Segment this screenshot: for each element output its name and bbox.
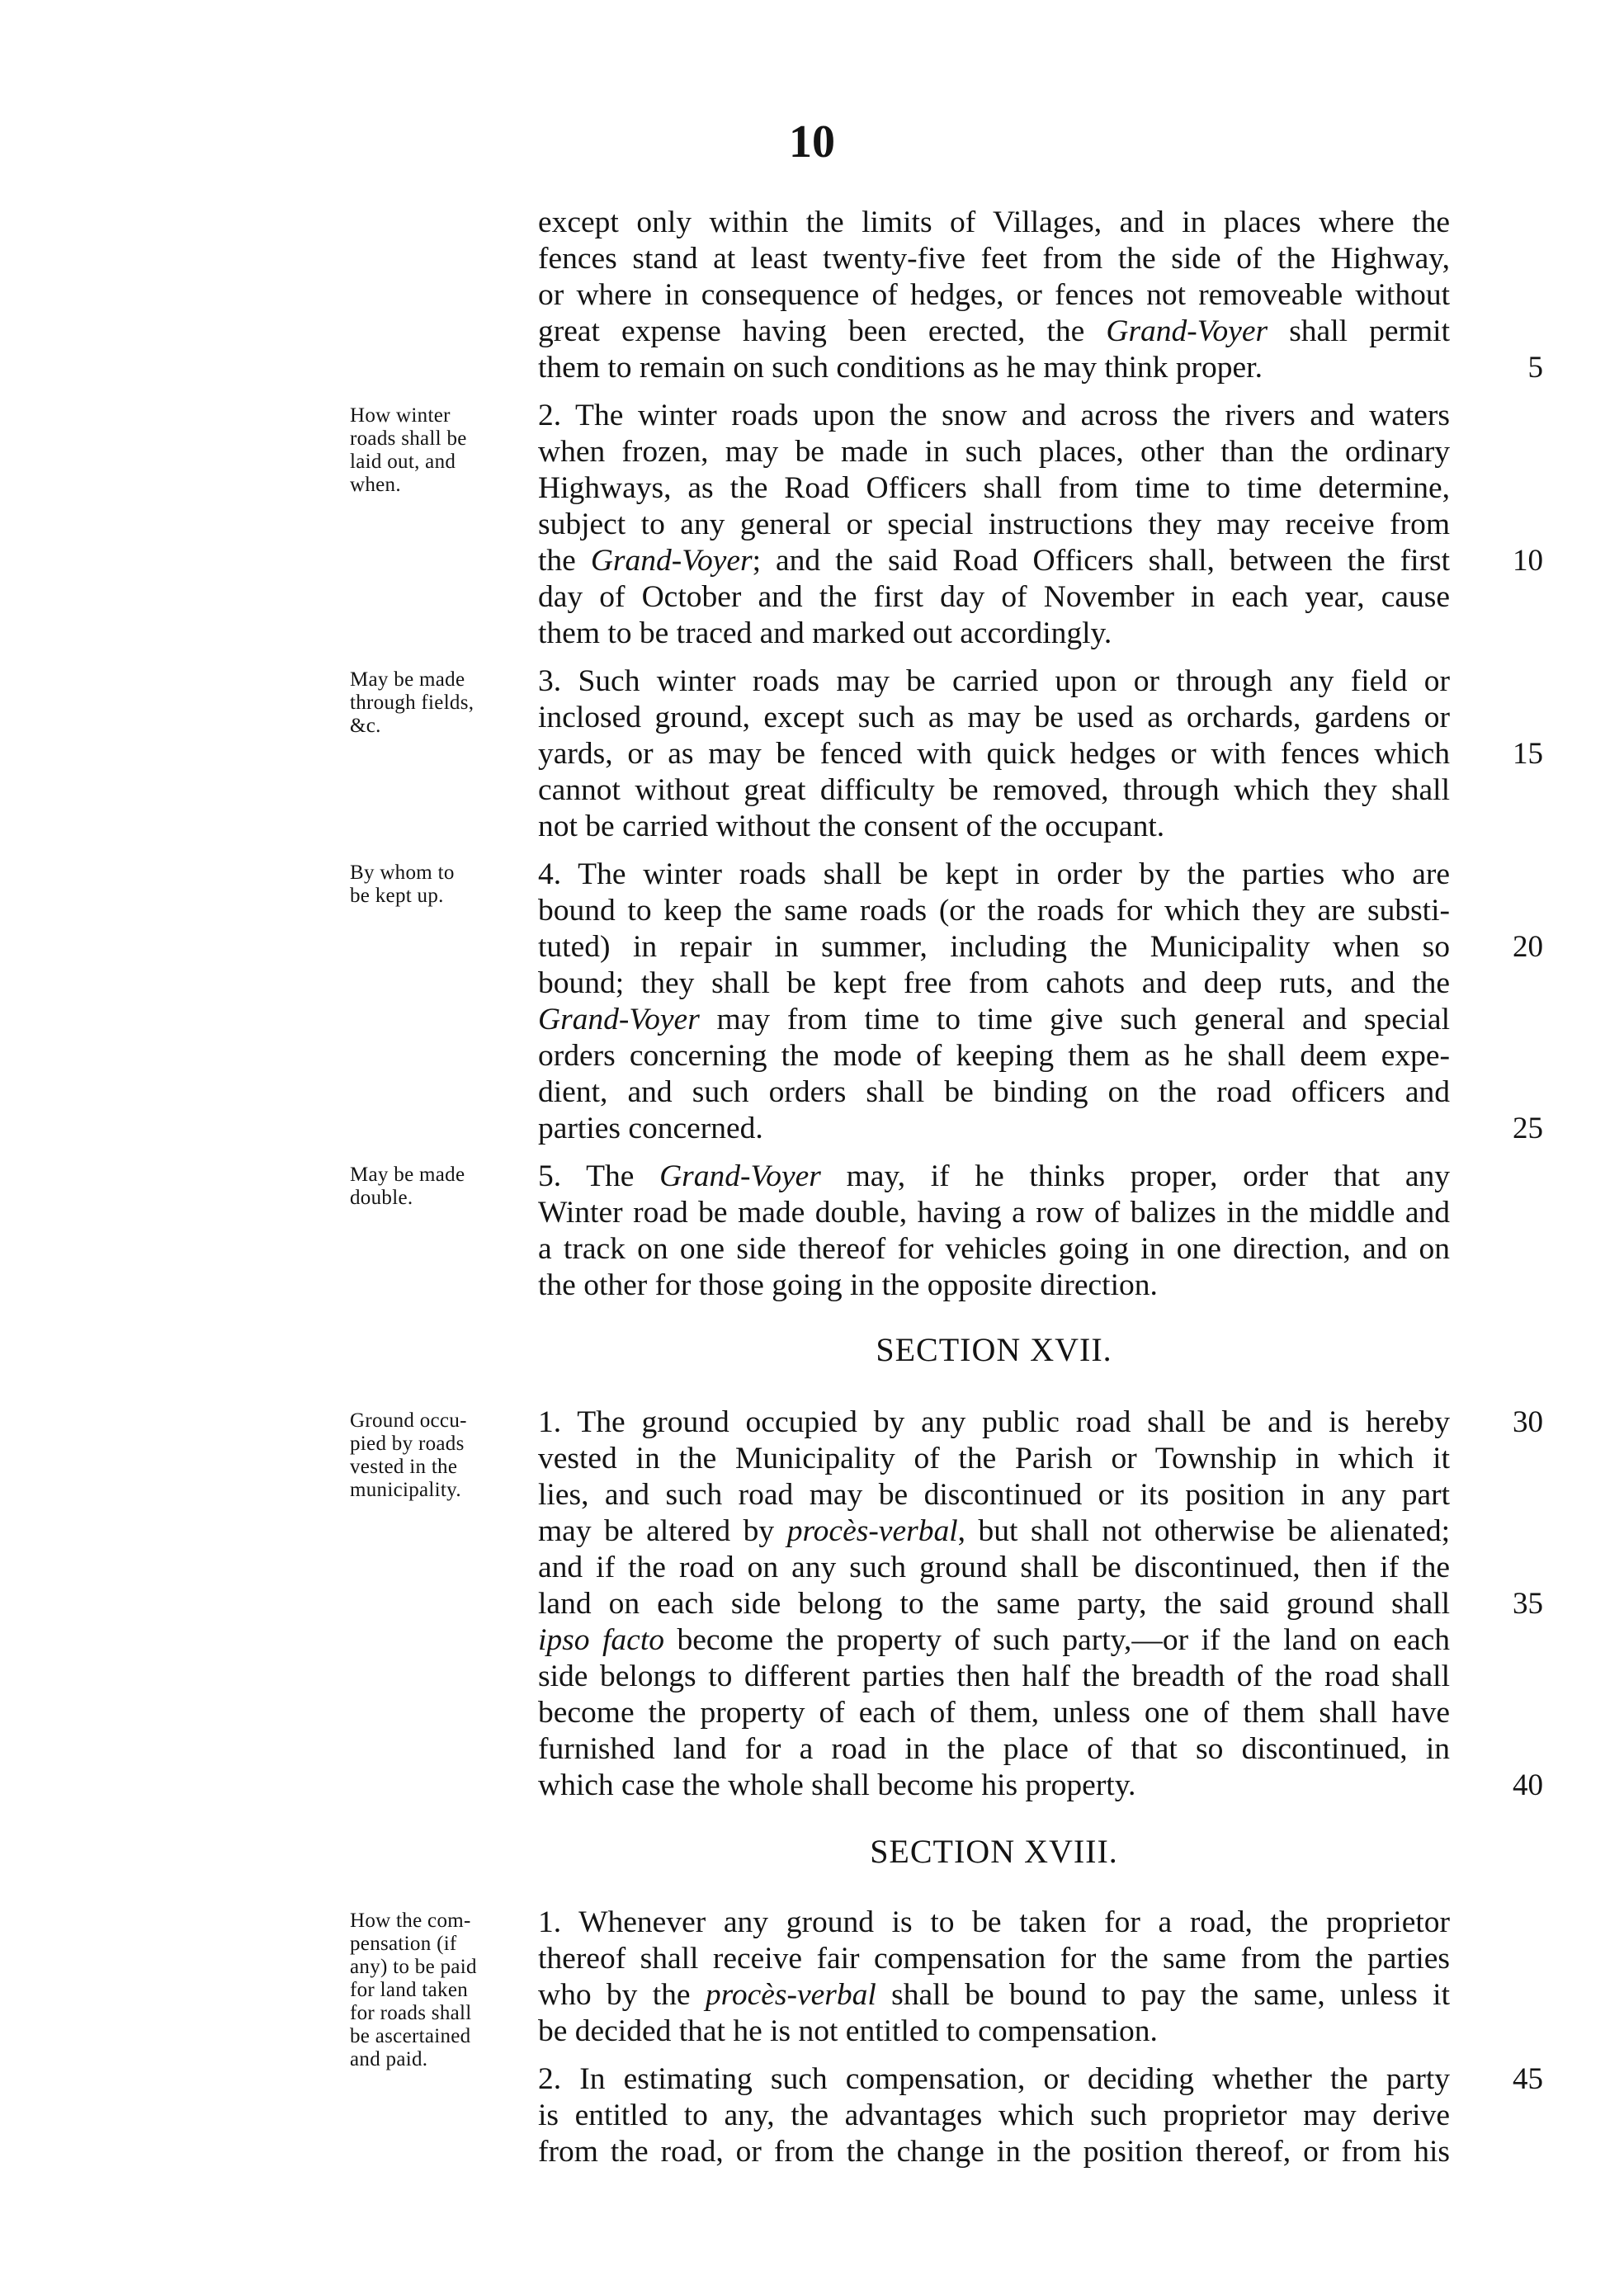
margin-note-line: and paid. bbox=[350, 2048, 428, 2070]
body-line: 2. In estimating such compensation, or deciding whether the party bbox=[538, 2062, 1450, 2096]
body-line: lies, and such road may be discontinued or its position in any part bbox=[538, 1478, 1450, 1512]
body-line: inclosed ground, except such as may be used as orchards, gardens or bbox=[538, 701, 1450, 734]
line-number: 40 bbox=[1513, 1768, 1543, 1802]
margin-note-line: through fields, bbox=[350, 692, 474, 714]
margin-note-line: How winter bbox=[350, 404, 451, 427]
body-line: may be altered by procès-verbal, but shall not otherwise be alienated; bbox=[538, 1514, 1450, 1548]
body-line: except only within the limits of Villages, and in places where the bbox=[538, 205, 1450, 239]
line-number: 15 bbox=[1513, 737, 1543, 771]
body-line: parties concerned. bbox=[538, 1112, 763, 1145]
body-line: 1. The ground occupied by any public road shall be and is hereby bbox=[538, 1405, 1450, 1439]
body-line: 2. The winter roads upon the snow and across the rivers and waters bbox=[538, 399, 1450, 432]
body-line: the other for those going in the opposite direction. bbox=[538, 1268, 1158, 1302]
line-number: 10 bbox=[1513, 544, 1543, 578]
line-number: 5 bbox=[1527, 351, 1543, 385]
margin-note-line: any) to be paid bbox=[350, 1956, 477, 1978]
body-line: or where in consequence of hedges, or fences not removeable without bbox=[538, 278, 1450, 312]
margin-note-line: &c. bbox=[350, 715, 381, 737]
margin-note-line: By whom to bbox=[350, 862, 455, 884]
body-line: them to remain on such conditions as he may think proper. bbox=[538, 351, 1263, 385]
body-line: which case the whole shall become his property. bbox=[538, 1768, 1136, 1802]
section-heading: SECTION XVIII. bbox=[870, 1833, 1118, 1870]
margin-note-line: for land taken bbox=[350, 1979, 469, 2001]
body-line: 4. The winter roads shall be kept in order by the parties who are bbox=[538, 857, 1450, 891]
body-line: become the property of each of them, unless one of them shall have bbox=[538, 1696, 1450, 1730]
body-line: from the road, or from the change in the position thereof, or from his bbox=[538, 2135, 1450, 2169]
body-line: Highways, as the Road Officers shall from time to time determine, bbox=[538, 471, 1450, 505]
body-line: bound to keep the same roads (or the roads for which they are substi- bbox=[538, 894, 1450, 928]
body-line: side belongs to different parties then half the breadth of the road shall bbox=[538, 1659, 1450, 1693]
body-line: Grand-Voyer may from time to time give such general and special bbox=[538, 1003, 1450, 1036]
body-line: who by the procès-verbal shall be bound to pay the same, unless it bbox=[538, 1978, 1450, 2012]
line-number: 30 bbox=[1513, 1405, 1543, 1439]
margin-note-line: be ascertained bbox=[350, 2025, 471, 2047]
margin-note-line: May be made bbox=[350, 668, 465, 691]
margin-note-line: roads shall be bbox=[350, 427, 467, 450]
margin-note-line: laid out, and bbox=[350, 451, 456, 473]
margin-note-line: be kept up. bbox=[350, 885, 444, 907]
line-number: 45 bbox=[1513, 2062, 1543, 2096]
body-line: and if the road on any such ground shall be discontinued, then if the bbox=[538, 1551, 1450, 1584]
margin-note-line: May be made bbox=[350, 1164, 465, 1186]
body-line: bound; they shall be kept free from cahots and deep ruts, and the bbox=[538, 966, 1450, 1000]
body-line: the Grand-Voyer; and the said Road Officers shall, between the first bbox=[538, 544, 1450, 578]
body-line: furnished land for a road in the place of that so discontinued, in bbox=[538, 1732, 1450, 1766]
body-line: great expense having been erected, the Grand-Voyer shall permit bbox=[538, 314, 1450, 348]
page-number: 10 bbox=[789, 116, 835, 168]
body-line: 3. Such winter roads may be carried upon or through any field or bbox=[538, 664, 1450, 698]
margin-note-line: Ground occu- bbox=[350, 1409, 467, 1432]
body-line: 1. Whenever any ground is to be taken for a road, the proprietor bbox=[538, 1905, 1450, 1939]
body-line: ipso facto become the property of such party,—or if the land on each bbox=[538, 1623, 1450, 1657]
body-line: is entitled to any, the advantages which such proprietor may derive bbox=[538, 2099, 1450, 2132]
body-line: them to be traced and marked out accordingly. bbox=[538, 616, 1112, 650]
margin-note-line: for roads shall bbox=[350, 2002, 472, 2024]
body-line: land on each side belong to the same party, the said ground shall bbox=[538, 1587, 1450, 1621]
margin-note-line: when. bbox=[350, 474, 401, 496]
body-line: cannot without great difficulty be removed, through which they shall bbox=[538, 773, 1450, 807]
body-line: vested in the Municipality of the Parish or Township in which it bbox=[538, 1442, 1450, 1475]
body-line: be decided that he is not entitled to compensation. bbox=[538, 2014, 1158, 2048]
margin-note-line: How the com- bbox=[350, 1910, 471, 1932]
body-line: dient, and such orders shall be binding on the road officers and bbox=[538, 1075, 1450, 1109]
body-line: orders concerning the mode of keeping them as he shall deem expe- bbox=[538, 1039, 1450, 1073]
margin-note-line: municipality. bbox=[350, 1479, 461, 1501]
body-line: tuted) in repair in summer, including the Municipality when so bbox=[538, 930, 1450, 964]
margin-note-line: vested in the bbox=[350, 1456, 458, 1478]
body-line: not be carried without the consent of the occupant. bbox=[538, 810, 1165, 843]
body-line: yards, or as may be fenced with quick hedges or with fences which bbox=[538, 737, 1450, 771]
line-number: 25 bbox=[1513, 1112, 1543, 1145]
body-line: thereof shall receive fair compensation for the same from the parties bbox=[538, 1942, 1450, 1976]
body-line: 5. The Grand-Voyer may, if he thinks proper, order that any bbox=[538, 1159, 1450, 1193]
body-line: when frozen, may be made in such places, other than the ordinary bbox=[538, 435, 1450, 469]
margin-note-line: double. bbox=[350, 1187, 413, 1209]
margin-note-line: pied by roads bbox=[350, 1433, 465, 1455]
line-number: 35 bbox=[1513, 1587, 1543, 1621]
section-heading: SECTION XVII. bbox=[876, 1331, 1112, 1368]
body-line: day of October and the first day of November in each year, cause bbox=[538, 580, 1450, 614]
margin-note-line: pensation (if bbox=[350, 1933, 457, 1955]
body-line: Winter road be made double, having a row of balizes in the middle and bbox=[538, 1196, 1450, 1230]
body-line: subject to any general or special instructions they may receive from bbox=[538, 508, 1450, 541]
line-number: 20 bbox=[1513, 930, 1543, 964]
body-line: fences stand at least twenty-five feet from the side of the Highway, bbox=[538, 242, 1450, 276]
body-line: a track on one side thereof for vehicles going in one direction, and on bbox=[538, 1232, 1450, 1266]
